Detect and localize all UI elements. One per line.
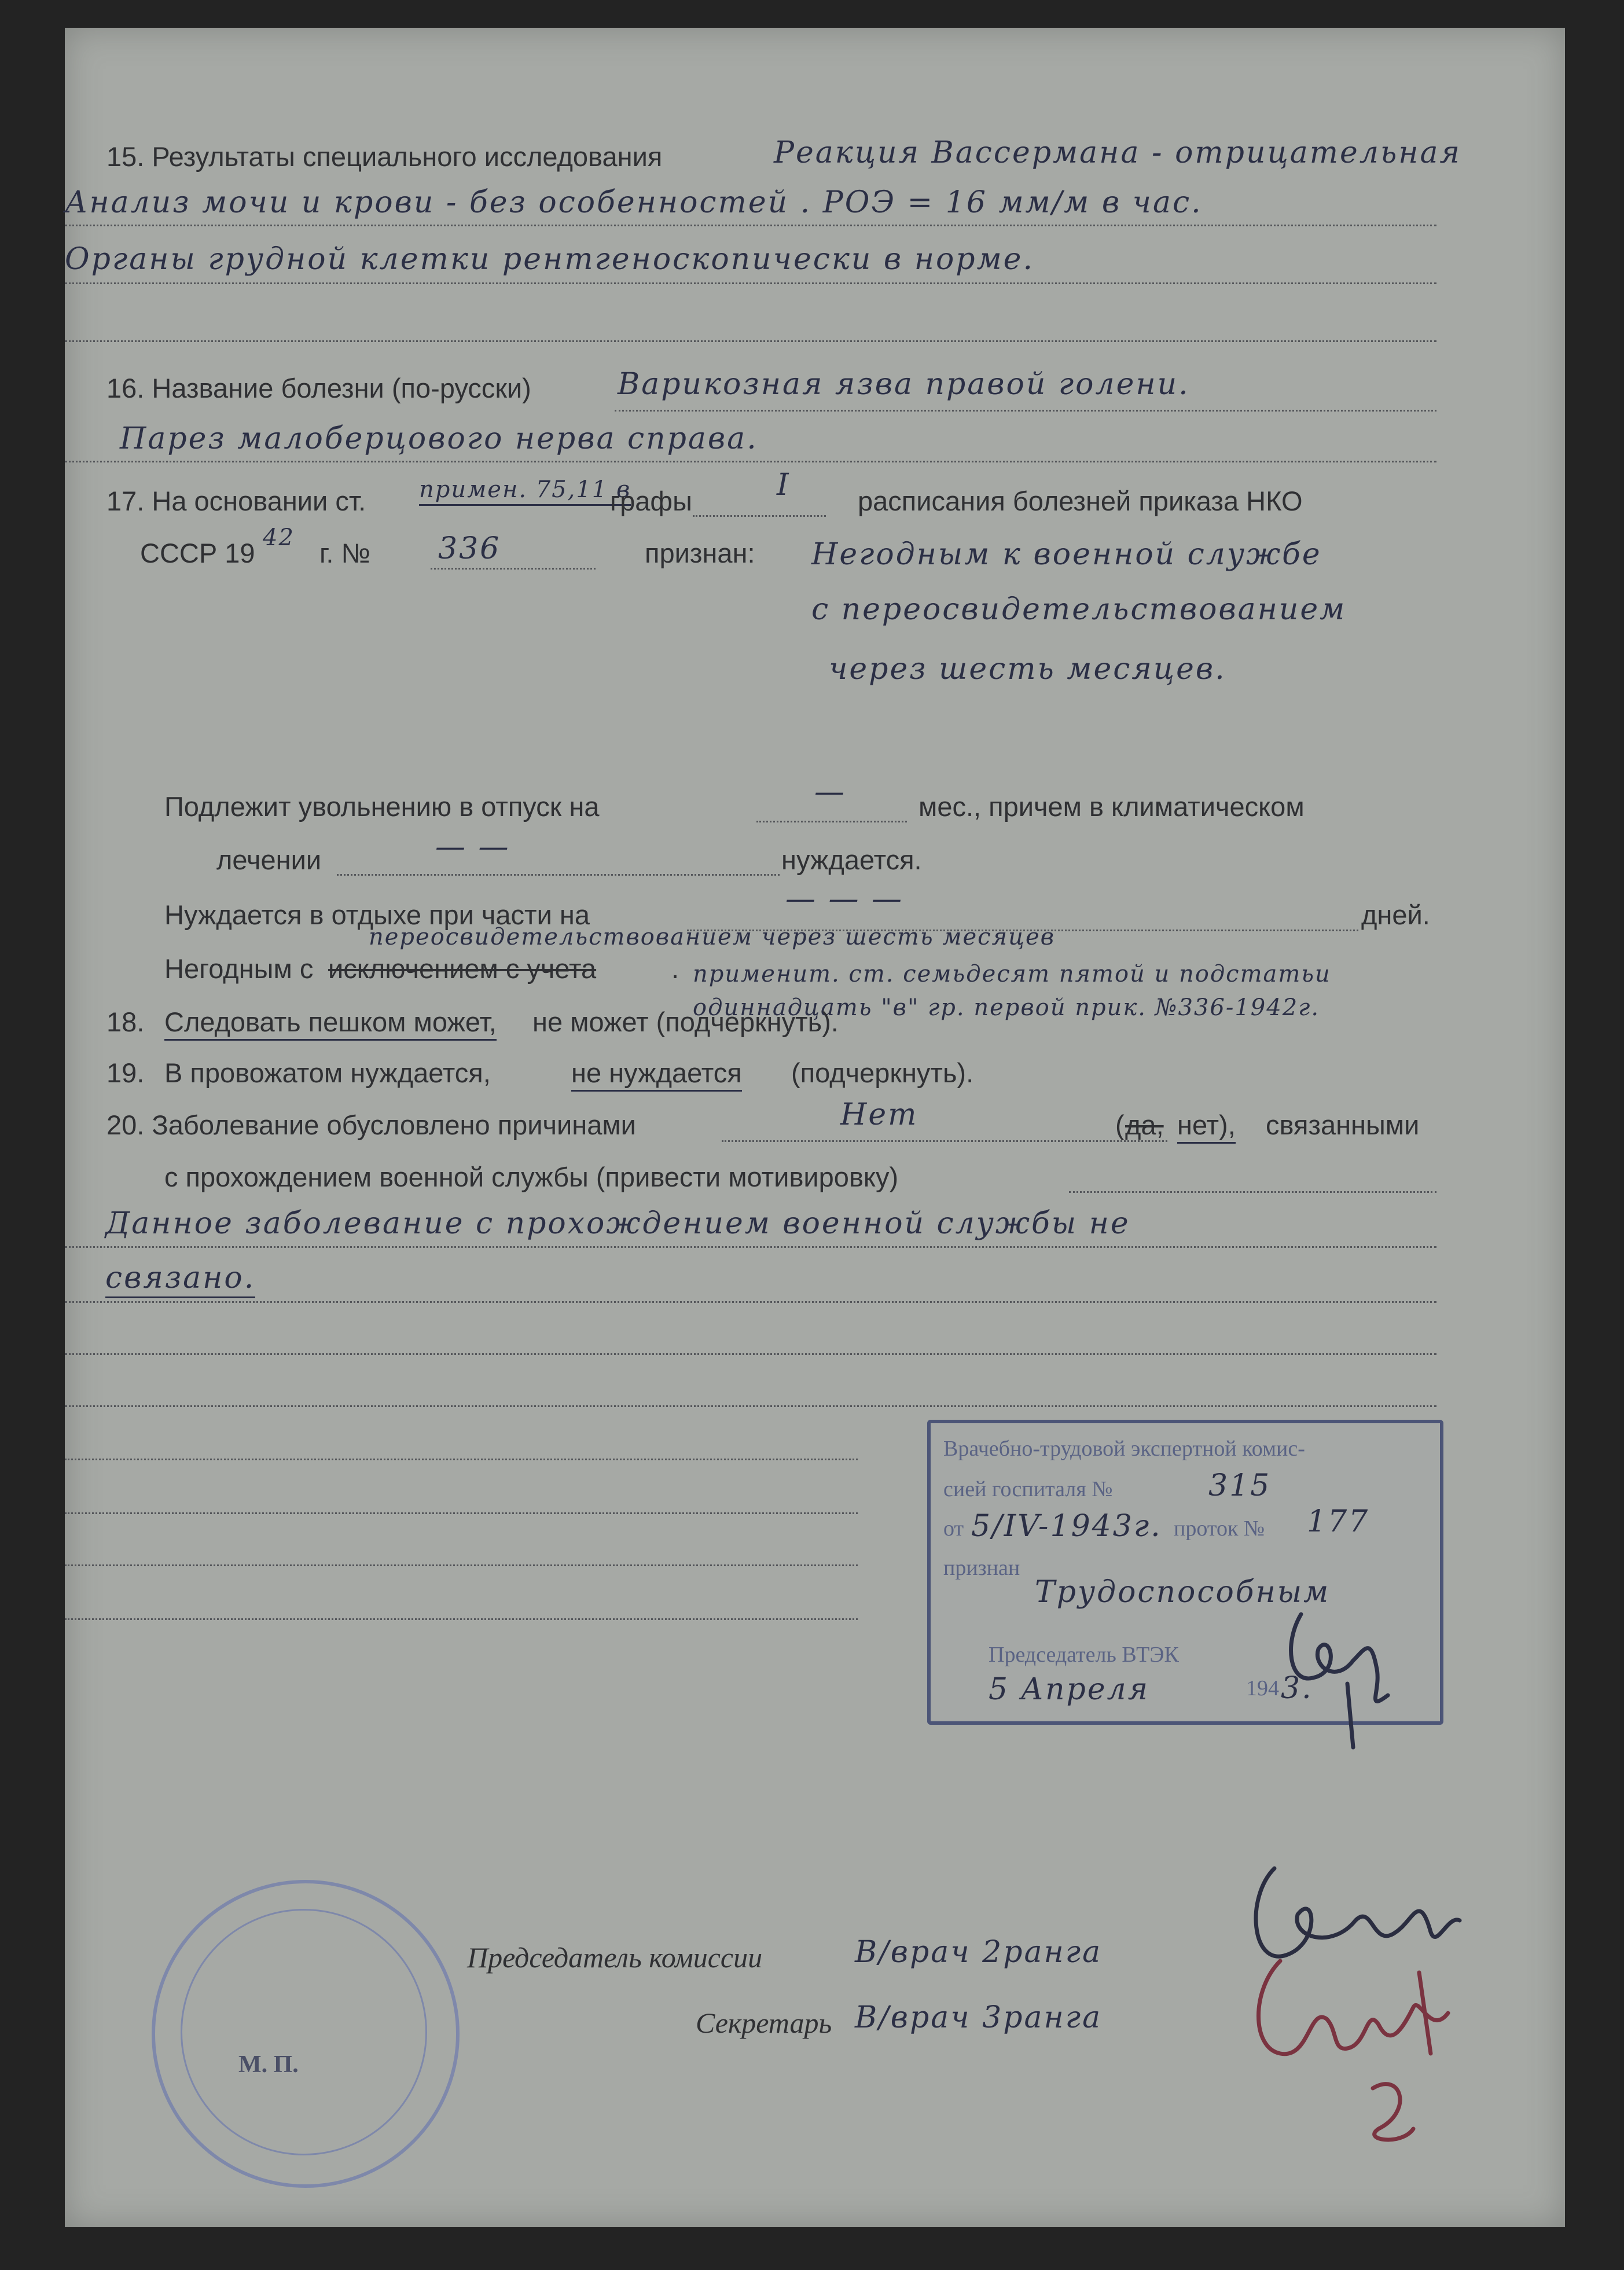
- item-20-label-c: с прохождением военной службы (привести мотивировку): [164, 1162, 899, 1192]
- item-20-net: нет),: [1177, 1109, 1236, 1144]
- chair-rank: В/врач 2ранга: [855, 1935, 1103, 1970]
- rule: [65, 340, 1436, 342]
- rule: [1069, 1191, 1436, 1193]
- item-15-label: 15. Результаты специального исследования: [106, 141, 663, 172]
- rest-label-a: Нуждается в отдыхе при части на: [164, 899, 590, 930]
- rule: [65, 282, 1436, 284]
- item-18-underlined: Следовать пешком может,: [164, 1006, 497, 1041]
- item-15-handwritten-2: Анализ мочи и крови - без особенностей . РОЭ = 16 мм/м в час.: [65, 185, 1203, 220]
- stamp-line-2: сией госпиталя №: [943, 1477, 1113, 1501]
- item-17-article: примен. 75,11 в: [419, 476, 631, 506]
- rest-label-b: дней.: [1361, 899, 1430, 930]
- rule: [65, 225, 1436, 226]
- stamp-status: Трудоспособным: [1035, 1575, 1331, 1610]
- rule: [65, 1564, 858, 1566]
- stamp-line-5: Председатель ВТЭК: [989, 1643, 1179, 1667]
- item-20-label-a: 20. Заболевание обусловлено причинами: [106, 1110, 636, 1140]
- item-20-motive-1: Данное заболевание с прохождением военной службы не: [105, 1206, 1130, 1241]
- unfit-handwritten-below-1: применит. ст. семьдесят пятой и подстатьи: [693, 961, 1331, 987]
- secretary-rank: В/врач 3ранга: [855, 2000, 1103, 2035]
- leave-value: —: [814, 774, 846, 809]
- secretary-signature: [1228, 1938, 1494, 2169]
- item-15-handwritten-1: Реакция Вассермана - отрицательная: [774, 135, 1461, 170]
- rule: [722, 1140, 1167, 1142]
- rule: [65, 461, 1436, 462]
- item-19-number: 19.: [106, 1057, 145, 1088]
- item-17-label-b: графы: [610, 486, 692, 516]
- unfit-handwritten-above: переосвидетельствованием через шесть месяцев: [369, 924, 1055, 950]
- stamp-line-4: признан: [943, 1556, 1020, 1580]
- item-20-da: да,: [1125, 1110, 1164, 1140]
- item-17-label-a: 17. На основании ст.: [106, 486, 366, 516]
- item-17-verdict-2: с переосвидетельствованием: [811, 592, 1347, 627]
- stamp-day-month: 5 Апреля: [989, 1672, 1150, 1707]
- rule: [693, 515, 826, 517]
- item-19-underlined: не нуждается: [571, 1057, 742, 1092]
- unfit-dot: .: [671, 953, 679, 984]
- item-18-number: 18.: [106, 1007, 145, 1037]
- item-17-verdict-1: Негодным к военной службе: [811, 537, 1322, 572]
- stamp-protocol-number: 177: [1307, 1504, 1370, 1539]
- item-20-paren: (: [1115, 1110, 1125, 1140]
- item-20-motive-2: связано.: [105, 1261, 255, 1298]
- item-16-handwritten-1: Варикозная язва правой голени.: [618, 367, 1190, 402]
- vtek-stamp: [927, 1420, 1443, 1725]
- climatic-label-a: лечении: [216, 844, 322, 875]
- item-17-order: 336: [438, 531, 501, 566]
- rest-value: — — —: [785, 881, 904, 916]
- rule: [615, 410, 1436, 412]
- rule: [65, 1618, 858, 1620]
- rule: [65, 1459, 858, 1460]
- stamp-line-1: Врачебно-трудовой экспертной комис-: [943, 1437, 1305, 1461]
- rule: [65, 1353, 1436, 1355]
- item-17-year: 42: [263, 524, 295, 551]
- item-19-text-b: (подчеркнуть).: [791, 1057, 974, 1088]
- rule: [337, 874, 780, 876]
- item-17-label-f: признан:: [645, 538, 755, 568]
- leave-label-a: Подлежит увольнению в отпуск на: [164, 791, 600, 822]
- item-20-label-b: связанными: [1266, 1110, 1420, 1140]
- rule: [65, 1301, 1436, 1303]
- item-17-label-e: г. №: [319, 538, 370, 568]
- stamp-hospital-number: 315: [1208, 1468, 1272, 1503]
- form-sheet: [65, 28, 1565, 2227]
- item-15-handwritten-3: Органы грудной клетки рентгеноскопически в норме.: [65, 242, 1034, 277]
- stamp-date: 5/IV-1943г.: [971, 1509, 1162, 1544]
- climatic-label-b: нуждается.: [781, 844, 922, 875]
- rule: [431, 568, 596, 570]
- rule: [65, 1405, 1436, 1407]
- stamp-line-3b: проток №: [1174, 1516, 1265, 1541]
- item-20-value: Нет: [840, 1097, 918, 1132]
- leave-label-b: мес., причем в климатическом: [918, 791, 1305, 822]
- stamp-year-end: 3.: [1281, 1671, 1313, 1706]
- chair-label: Председатель комиссии: [467, 1941, 763, 1974]
- stamp-line-6: 194: [1246, 1676, 1279, 1700]
- stamp-line-3a: от: [943, 1516, 964, 1541]
- rule: [65, 1512, 858, 1514]
- unfit-label-a: Негодным с: [164, 953, 314, 984]
- climatic-value: — —: [435, 829, 510, 864]
- item-16-handwritten-2: Парез малоберцового нерва справа.: [120, 421, 758, 456]
- rule: [756, 821, 907, 822]
- round-seal: [152, 1880, 460, 2188]
- item-17-grafa: I: [777, 468, 791, 502]
- item-17-label-d: СССР 19: [140, 538, 255, 568]
- rule: [65, 1246, 1436, 1248]
- item-18-rest: не может (подчеркнуть).: [532, 1007, 839, 1037]
- unfit-struck-text: исключением с учета: [328, 953, 597, 984]
- item-17-label-c: расписания болезней приказа НКО: [858, 486, 1303, 516]
- seal-mp-label: М. П.: [238, 2051, 299, 2078]
- item-19-text-a: В провожатом нуждается,: [164, 1057, 491, 1088]
- unfit-handwritten-below-2: одиннадцать "в" гр. первой прик. №336-1942г.: [693, 994, 1320, 1021]
- item-17-verdict-3: через шесть месяцев.: [829, 652, 1226, 686]
- item-16-label: 16. Название болезни (по-русски): [106, 373, 531, 403]
- secretary-label: Секретарь: [696, 2007, 832, 2039]
- stamp-signature: [1278, 1597, 1417, 1759]
